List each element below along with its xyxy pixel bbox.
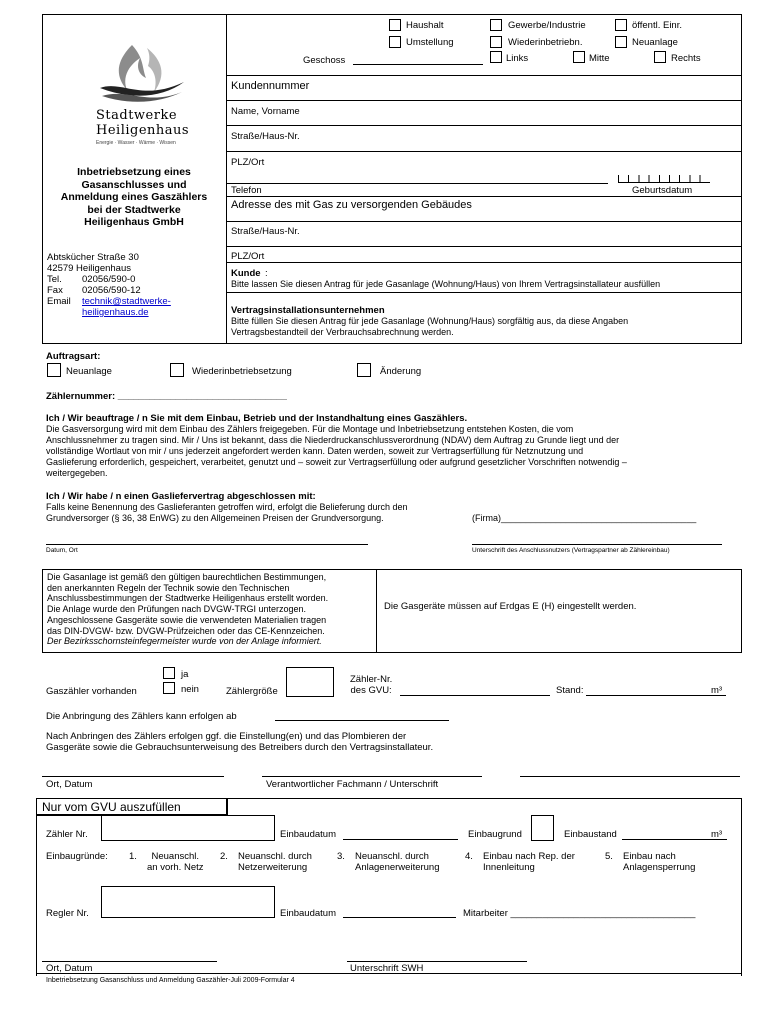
stadtwerke-logo (92, 40, 192, 155)
installer-box-divider (376, 569, 377, 653)
oeffentl-label: öffentl. Einr. (632, 20, 682, 31)
adresse-title: Adresse des mit Gas zu versorgenden Gebäudes (231, 199, 472, 211)
extra-line[interactable] (520, 776, 740, 777)
plz2-divider (226, 262, 742, 263)
tel-label: Tel. (47, 274, 62, 285)
telefon-line (226, 183, 608, 184)
einbaugruende-label: Einbaugründe: (46, 851, 108, 862)
rechts-checkbox[interactable] (654, 51, 666, 63)
grund-3-num: 3. (337, 851, 345, 862)
adresse-divider (226, 221, 742, 222)
name-label: Name, Vorname (231, 106, 300, 117)
zaehler-nr-label: Zähler-Nr. des GVU: (350, 674, 393, 696)
ort-datum-line[interactable] (42, 776, 224, 777)
wiederinbetriebsetzung-checkbox[interactable] (170, 363, 184, 377)
neuanlage-top-checkbox[interactable] (615, 36, 627, 48)
gvu-unterschrift-label: Unterschrift SWH (350, 963, 424, 974)
unterschrift-line[interactable] (472, 544, 722, 545)
name-divider (226, 125, 742, 126)
grund-4-text: Einbau nach Rep. der Innenleitung (483, 851, 575, 873)
fachmann-line[interactable] (262, 776, 482, 777)
erdgas-text: Die Gasgeräte müssen auf Erdgas E (H) eingestellt werden. (384, 601, 637, 612)
stand-field[interactable] (586, 695, 726, 696)
anbringung-field[interactable] (275, 720, 449, 721)
strasse2-label: Straße/Haus-Nr. (231, 226, 300, 237)
grund-1-text: Neuanschl. an vorh. Netz (147, 851, 204, 873)
kunde-label: Kunde (231, 268, 261, 279)
geschoss-label: Geschoss (303, 55, 346, 66)
neuanlage-checkbox[interactable] (47, 363, 61, 377)
grund-2-text: Neuanschl. durch Netzerweiterung (238, 851, 312, 873)
fax-value: 02056/590-12 (82, 285, 141, 296)
nach-anbringen-text: Nach Anbringen des Zählers erfolgen ggf. die Einstellung(en) und das Plombieren der Gasgeräte sowie die Gebrauchsunterweisung des Betreibers durch den Vertragsinstallateur. (46, 731, 434, 753)
mitte-checkbox[interactable] (573, 51, 585, 63)
flame-logo-icon (92, 40, 192, 105)
zaehlergroesse-label: Zählergröße (226, 686, 278, 697)
zaehler-nr-field[interactable] (400, 695, 550, 696)
aenderung-checkbox[interactable] (357, 363, 371, 377)
stand-label: Stand: (556, 685, 584, 696)
auftragsart-label: Auftragsart: (46, 351, 101, 362)
gaszaehler-vorhanden-label: Gaszähler vorhanden (46, 686, 137, 697)
installer-italic: Der Bezirksschornsteinfegermeister wurde von der Anlage informiert. (47, 636, 322, 646)
zaehlergroesse-field[interactable] (286, 667, 334, 697)
kunde-text: Bitte lassen Sie diesen Antrag für jede Gasanlage (Wohnung/Haus) von Ihrem Vertragsinstallateur ausfüllen (231, 279, 661, 289)
grund-3-text: Neuanschl. durch Anlagenerweiterung (355, 851, 440, 873)
einbaudatum-field[interactable] (343, 839, 458, 840)
gvu-unterschrift-line[interactable] (347, 961, 527, 962)
grund-5-num: 5. (605, 851, 613, 862)
regler-nr-label: Regler Nr. (46, 908, 89, 919)
unterschrift-label: Unterschrift des Anschlussnutzers (Vertragspartner ab Zählereinbau) (472, 547, 670, 554)
gewerbe-checkbox[interactable] (490, 19, 502, 31)
ort-datum-label: Ort, Datum (46, 779, 93, 790)
gvu-ort-datum-line[interactable] (42, 961, 217, 962)
ja-label: ja (181, 669, 189, 680)
mitarbeiter-field[interactable]: Mitarbeiter ___________________________________ (463, 908, 696, 919)
einbaudatum-label: Einbaudatum (280, 829, 336, 840)
logo-line1: Stadtwerke (96, 108, 178, 123)
header-options-divider (226, 75, 742, 76)
zaehlernummer-field[interactable]: Zählernummer: ________________________________ (46, 391, 287, 402)
liefervertrag-title: Ich / Wir habe / n einen Gasliefervertrag abgeschlossen mit: (46, 491, 316, 502)
address-city: 42579 Heiligenhaus (47, 263, 131, 274)
kunde-divider (226, 292, 742, 293)
aenderung-label: Änderung (380, 366, 422, 377)
geschoss-field[interactable] (353, 64, 483, 65)
left-column-divider (226, 14, 227, 344)
fachmann-label: Verantwortlicher Fachmann / Unterschrift (266, 779, 439, 790)
geburtsdatum-field[interactable] (618, 171, 710, 183)
grund-2-num: 2. (220, 851, 228, 862)
geburtsdatum-label: Geburtsdatum (632, 185, 693, 196)
zaehler-nr-gvu-field[interactable] (101, 815, 275, 841)
mitte-label: Mitte (589, 53, 610, 64)
rechts-label: Rechts (671, 53, 701, 64)
umstellung-checkbox[interactable] (389, 36, 401, 48)
einbaudatum2-field[interactable] (343, 917, 456, 918)
email-link[interactable]: technik@stadtwerke- (82, 296, 171, 307)
beauftragung-title: Ich / Wir beauftrage / n Sie mit dem Einbau, Betrieb und der Instandhaltung eines Gaszählers. (46, 413, 468, 424)
neuanlage-top-label: Neuanlage (632, 37, 678, 48)
email-link-cont[interactable]: heiligenhaus.de (82, 307, 149, 318)
einbaustand-label: Einbaustand (564, 829, 617, 840)
einbaugrund-field[interactable] (531, 815, 554, 841)
ja-checkbox[interactable] (163, 667, 175, 679)
grund-1-num: 1. (129, 851, 137, 862)
beauftragung-text: Die Gasversorgung wird mit dem Einbau des Zählers freigegeben. Für die Montage und Inbetriebsetzung entstehen Kosten, die vom Anschlussnehmer zu tragen sind. Mir / Uns ist bekannt, dass die Niederdruckanschlussverordnung (NDAV) dem Auftrag zu Grunde liegt und der vollständige Wortlaut von mir / uns jederzeit angefordert werden kann. Daten werden, soweit zur Vertragserfüllung für Netznutzung und Gaslieferung erforderlich, gespeichert, verarbeitet, genutzt und – soweit zur Vertragserfüllung oder aufgrund gesetzlicher Vorschriften notwendig – weitergegeben. (46, 424, 627, 478)
form-title: Inbetriebsetzung eines Gasanschlusses und Anmeldung eines Gaszählers bei der Stadtwerke Heiligenhaus GmbH (60, 166, 208, 228)
logo-line2: Heiligenhaus (96, 123, 190, 138)
fax-label: Fax (47, 285, 63, 296)
vi-text: Bitte füllen Sie diesen Antrag für jede Gasanlage (Wohnung/Haus) sorgfältig aus, da diese Angaben Vertragsbestandteil der Verbrauchsabrechnung werden. (231, 316, 629, 337)
regler-nr-field[interactable] (101, 886, 275, 918)
tel-value: 02056/590-0 (82, 274, 136, 285)
oeffentl-checkbox[interactable] (615, 19, 627, 31)
vi-label: Vertragsinstallationsunternehmen (231, 305, 385, 316)
telefon-divider (226, 196, 742, 197)
plz2-label: PLZ/Ort (231, 251, 265, 262)
neuanlage-label: Neuanlage (66, 366, 112, 377)
logo-tagline: Energie · Wasser · Wärme · Wissen (96, 140, 176, 146)
einbaustand-unit: m³ (711, 829, 723, 840)
wiederinbetriebn-label: Wiederinbetriebn. (508, 37, 583, 48)
gvu-title: Nur vom GVU auszufüllen (42, 800, 181, 814)
liefervertrag-text: Falls keine Benennung des Gaslieferanten getroffen wird, erfolgt die Belieferung durch den Grundversorger (§ 36, 38 EnWG) zu den Allgemeinen Preisen der Grundversorgung. (46, 502, 408, 523)
stand-unit: m³ (711, 685, 723, 696)
kunde-colon: : (265, 268, 268, 279)
grund-4-num: 4. (465, 851, 473, 862)
links-label: Links (506, 53, 529, 64)
email-label: Email (47, 296, 71, 307)
links-checkbox[interactable] (490, 51, 502, 63)
telefon-label: Telefon (231, 185, 262, 196)
datum-ort-line[interactable] (46, 544, 368, 545)
kundennummer-divider (226, 100, 742, 101)
zaehler-nr-gvu-label: Zähler Nr. (46, 829, 88, 840)
nein-checkbox[interactable] (163, 682, 175, 694)
installer-text: Die Gasanlage ist gemäß den gültigen baurechtlichen Bestimmungen, den anerkannten Regeln der Technik sowie den Technischen Anschlussbestimmungen der Stadtwerke Heiligenhaus erstellt worden. Die Anlage wurde den Prüfungen nach DVGW-TRGI unterzogen. Angeschlossene Gasgeräte sowie die verwendeten Materialien tragen das DIN-DVGW- bzw. DVGW-Prüfzeichen oder das CE-Kennzeichen. (47, 572, 329, 636)
umstellung-label: Umstellung (406, 37, 454, 48)
haushalt-checkbox[interactable] (389, 19, 401, 31)
plz-label: PLZ/Ort (231, 157, 265, 168)
nein-label: nein (181, 684, 199, 695)
grund-5-text: Einbau nach Anlagensperrung (623, 851, 696, 873)
footer-text: Inbetriebsetzung Gasanschluss und Anmeldung Gaszähler-Juli 2009-Formular 4 (46, 977, 295, 984)
einbaugruende-list (0, 851, 770, 875)
datum-ort-label: Datum, Ort (46, 547, 78, 554)
strasse-divider (226, 151, 742, 152)
einbaudatum2-label: Einbaudatum (280, 908, 336, 919)
firma-field[interactable]: (Firma)_______________________________________ (472, 513, 697, 523)
gvu-ort-datum-label: Ort, Datum (46, 963, 93, 974)
wiederinbetriebn-checkbox[interactable] (490, 36, 502, 48)
gewerbe-label: Gewerbe/Industrie (508, 20, 586, 31)
kundennummer-label: Kundennummer (231, 80, 310, 92)
strasse2-divider (226, 246, 742, 247)
gvu-bottom-line (36, 973, 742, 974)
wiederinbetriebsetzung-label: Wiederinbetriebsetzung (192, 366, 292, 377)
address-street: Abtskücher Straße 30 (47, 252, 139, 263)
einbaugrund-label: Einbaugrund (468, 829, 522, 840)
haushalt-label: Haushalt (406, 20, 444, 31)
strasse-label: Straße/Haus-Nr. (231, 131, 300, 142)
anbringung-label: Die Anbringung des Zählers kann erfolgen ab (46, 711, 237, 722)
